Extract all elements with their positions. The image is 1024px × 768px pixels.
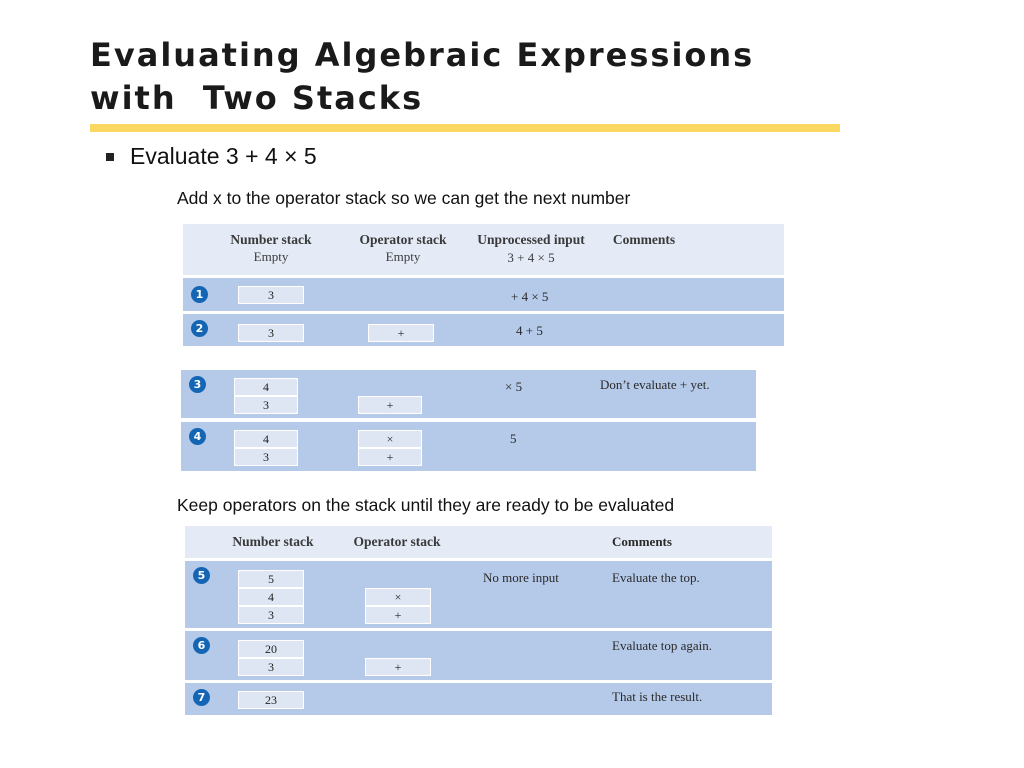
operator-stack-cell: + <box>368 324 434 342</box>
number-stack-cell: 3 <box>234 448 298 466</box>
header-number-stack: Number stack <box>232 534 314 549</box>
initial-input: 3 + 4 × 5 <box>507 250 555 265</box>
operator-stack-cell: × <box>358 430 422 448</box>
unprocessed-input-cell: 5 <box>510 431 517 446</box>
table-row <box>185 558 772 628</box>
unprocessed-input-cell: + 4 × 5 <box>511 289 549 304</box>
unprocessed-input-cell: No more input <box>483 570 559 585</box>
number-stack-cell: 3 <box>238 606 304 624</box>
number-stack-cell: 20 <box>238 640 304 658</box>
operator-stack-cell: + <box>365 658 431 676</box>
title-line-2: with Two Stacks <box>90 79 424 117</box>
operator-stack-cell: + <box>358 396 422 414</box>
header-number-stack: Number stack <box>230 232 312 247</box>
table-row <box>181 422 756 471</box>
step-number-badge: 1 <box>191 286 208 303</box>
table-2 <box>181 370 756 471</box>
table-1 <box>183 224 784 346</box>
table-1-header <box>183 224 784 275</box>
unprocessed-input-cell: 4 + 5 <box>516 323 543 338</box>
table-row <box>181 370 756 418</box>
operator-stack-cell: + <box>365 606 431 624</box>
number-stack-cell: 4 <box>238 588 304 606</box>
number-stack-cell: 3 <box>238 324 304 342</box>
step-number-badge: 7 <box>193 689 210 706</box>
bullet-text: Evaluate 3 + 4 × 5 <box>130 143 317 169</box>
header-comments: Comments <box>612 534 672 549</box>
operator-stack-cell: × <box>365 588 431 606</box>
step-number-badge: 4 <box>189 428 206 445</box>
operator-stack-cell: + <box>358 448 422 466</box>
table-3 <box>185 526 772 715</box>
initial-operator-stack: Empty <box>385 249 421 264</box>
bullet-square-icon <box>106 153 114 161</box>
initial-number-stack: Empty <box>253 249 289 264</box>
comment-cell: That is the result. <box>612 689 703 704</box>
slide-title <box>90 34 850 120</box>
caption-2: Keep operators on the stack until they are ready to be evaluated <box>177 495 675 515</box>
table-row <box>185 680 772 715</box>
step-number-badge: 2 <box>191 320 208 337</box>
step-number-badge: 5 <box>193 567 210 584</box>
number-stack-cell: 4 <box>234 430 298 448</box>
title-line-1: Evaluating Algebraic Expressions <box>90 36 755 74</box>
title-underline <box>90 124 840 132</box>
number-stack-cell: 4 <box>234 378 298 396</box>
header-operator-stack: Operator stack <box>353 534 441 549</box>
table-row <box>183 275 784 311</box>
number-stack-cell: 3 <box>238 658 304 676</box>
table-row <box>185 628 772 680</box>
step-number-badge: 3 <box>189 376 206 393</box>
comment-cell: Don’t evaluate + yet. <box>600 377 710 392</box>
bullet-item <box>106 143 317 170</box>
comment-cell: Evaluate the top. <box>612 570 700 585</box>
caption-1: Add x to the operator stack so we can get the next number <box>177 188 631 208</box>
header-comments: Comments <box>612 232 676 247</box>
header-unprocessed-input: Unprocessed input <box>477 232 585 247</box>
table-row <box>183 311 784 346</box>
comment-cell: Evaluate top again. <box>612 638 712 653</box>
step-number-badge: 6 <box>193 637 210 654</box>
unprocessed-input-cell: × 5 <box>505 379 523 394</box>
number-stack-cell: 3 <box>238 286 304 304</box>
header-operator-stack: Operator stack <box>359 232 447 247</box>
number-stack-cell: 5 <box>238 570 304 588</box>
number-stack-cell: 3 <box>234 396 298 414</box>
number-stack-cell: 23 <box>238 691 304 709</box>
table-3-header <box>185 526 772 558</box>
